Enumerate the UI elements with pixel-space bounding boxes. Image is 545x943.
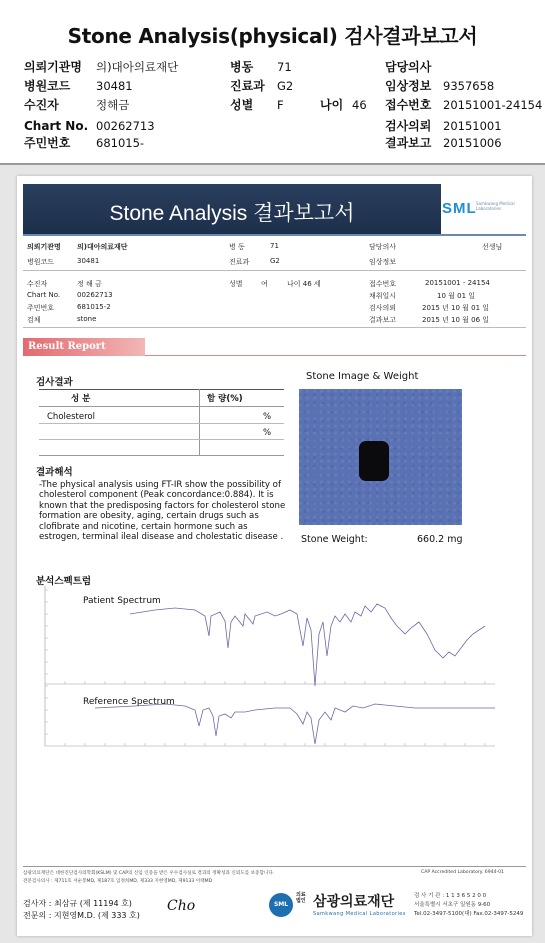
- page-title: Stone Analysis(physical) 검사결과보고서: [67, 24, 478, 48]
- header-value: 의)대아의료재단: [96, 60, 179, 74]
- inner-label-sex: 성별: [229, 280, 243, 288]
- header-value: 71: [277, 60, 292, 74]
- footer-note-accreditation: 삼광의료재단은 대한진단검사의학회(KSLM) 및 CAP의 신임 인증을 받은 우수검사실로 결과의 정확성과 신뢰도를 보증합니다.: [23, 871, 275, 876]
- inner-value-ward: 71: [270, 242, 279, 250]
- header-value: 정해금: [96, 98, 130, 112]
- table-row-line: [39, 439, 284, 440]
- cap-accreditation: CAP Accredited Laboratory. 6944-01: [421, 870, 504, 875]
- inner-label-patient: 수진자: [27, 280, 48, 288]
- header-label: 성별: [230, 98, 254, 112]
- banner-underline: [23, 234, 526, 236]
- spectrum-frame: [45, 586, 495, 746]
- stone-specimen: [359, 441, 389, 481]
- header-label-age: 나이: [320, 98, 344, 112]
- inner-label-hospital-code: 병원코드: [27, 258, 55, 266]
- inner-value-dept: G2: [270, 257, 280, 265]
- header-value: F: [277, 98, 284, 112]
- table-head-content: 함 량(%): [207, 394, 243, 404]
- header-label: Chart No.: [24, 119, 89, 133]
- inner-value-requested: 2015 년 10 월 01 일: [422, 304, 490, 312]
- inner-value-rrn: 681015-2: [77, 303, 111, 311]
- inner-label-reported: 결과보고: [369, 316, 397, 324]
- inner-value-hospital-code: 30481: [77, 257, 100, 265]
- header-label: 검사의뢰: [385, 119, 432, 133]
- inner-value-reported: 2015 년 10 월 06 일: [422, 316, 490, 324]
- header-value-age: 46: [352, 98, 367, 112]
- table-head-line: [39, 406, 284, 407]
- inner-label-requested: 검사의뢰: [369, 304, 397, 312]
- inner-label-collected: 채취일시: [369, 292, 397, 300]
- spectrum-ticks: [45, 590, 485, 746]
- inner-age: 나이 46 세: [287, 280, 321, 288]
- table-row-line: [39, 423, 284, 424]
- patient-spectrum-line: [130, 604, 485, 686]
- header-value: 681015-: [96, 136, 145, 150]
- header-value: 00262713: [96, 119, 155, 133]
- stone-weight-value: 660.2 mg: [417, 534, 463, 545]
- reference-spectrum-label: Reference Spectrum: [83, 697, 175, 707]
- inner-label-dept: 진료과: [229, 258, 250, 266]
- contact-address: 서울특별시 서초구 일원동 9-60: [414, 902, 491, 908]
- spectrum-chart: [35, 586, 505, 751]
- result-report-line: [145, 355, 526, 356]
- inner-row-line: [23, 327, 526, 328]
- foundation-name: 삼광의료재단: [313, 894, 395, 910]
- inner-label-receipt: 접수번호: [369, 280, 397, 288]
- reference-spectrum-line: [95, 704, 495, 744]
- stone-title: Stone Image & Weight: [306, 371, 419, 382]
- scanned-report: [17, 176, 532, 936]
- inner-label-rrn: 주민번호: [27, 304, 55, 312]
- report-banner: [23, 184, 441, 234]
- inner-label-clinical: 임상정보: [369, 258, 397, 266]
- header-value: 20151006: [443, 136, 502, 150]
- table-cell-component: Cholesterol: [47, 412, 95, 422]
- table-bottom-line: [39, 455, 284, 456]
- header-label: 수진자: [24, 98, 59, 112]
- header-label: 의뢰기관명: [24, 60, 82, 74]
- foundation-prefix: 의료 법인: [296, 892, 306, 904]
- sml-logo-text: SML: [442, 200, 477, 217]
- header-label: 병원코드: [24, 79, 71, 93]
- foundation-name-en: Samkwang Medical Laboratories: [313, 911, 406, 917]
- spectrum-title: 분석스펙트럼: [36, 576, 92, 587]
- inner-label-institution: 의뢰기관명: [27, 243, 61, 251]
- header-label: 임상정보: [385, 79, 432, 93]
- inner-value-sex: 여: [261, 280, 268, 288]
- footer-note-specialists: 전문검사의사 : 제711호 서순봉MD, 제187호 임정희MD, 제333 지현영MD, 제9133 이태MD: [23, 879, 213, 884]
- inner-label-specimen: 검체: [27, 316, 41, 324]
- inner-value-institution: 의)대아의료재단: [77, 243, 128, 251]
- header-value: G2: [277, 79, 294, 93]
- table-cell-unit: %: [263, 412, 272, 422]
- header-label: 담당의사: [385, 60, 432, 74]
- header-label: 주민번호: [24, 136, 71, 150]
- report-banner-title: Stone Analysis 결과보고서: [109, 202, 355, 225]
- inner-label-chart: Chart No.: [27, 291, 61, 299]
- footer-line: [23, 866, 526, 867]
- header-value: 30481: [96, 79, 133, 93]
- contact-license: 검 사 기 관 : 1 1 3 6 5 2 0 0: [414, 893, 487, 899]
- foundation-icon: SML: [269, 893, 293, 917]
- inner-value-doctor: 선생님: [482, 243, 503, 251]
- stone-image: [299, 389, 462, 525]
- patient-spectrum-label: Patient Spectrum: [83, 596, 161, 606]
- inner-row-line: [23, 270, 526, 271]
- foundation-logo: [269, 889, 409, 923]
- sml-logo: [442, 198, 524, 228]
- table-col-divider: [199, 389, 200, 455]
- header-value: 20151001-24154: [443, 98, 543, 112]
- header-label: 접수번호: [385, 98, 432, 112]
- examiner: 검사자 : 최삼규 (제 11194 호): [23, 899, 132, 908]
- header-value: 9357658: [443, 79, 495, 93]
- inner-value-specimen: stone: [77, 315, 97, 323]
- inner-value-collected: 10 월 01 일: [437, 292, 476, 300]
- table-top-line: [39, 389, 284, 390]
- result-report-header: Result Report: [23, 338, 145, 356]
- contact-phone: Tel.02-3497-5100(대) Fax.02-3497-5249: [414, 911, 524, 917]
- header-value: 20151001: [443, 119, 502, 133]
- signature: Cho: [167, 898, 196, 914]
- inner-label-ward: 병 동: [229, 243, 245, 251]
- sml-logo-subtitle: Samkwang Medical Laboratories: [476, 201, 515, 211]
- inner-value-chart: 00262713: [77, 291, 113, 299]
- inner-value-receipt: 20151001 - 24154: [425, 279, 490, 287]
- table-head-component: 성 분: [71, 394, 91, 404]
- header-label: 결과보고: [385, 136, 432, 150]
- inner-value-patient: 정 해 금: [77, 280, 102, 288]
- specialist: 전문의 : 지현영M.D. (제 333 호): [23, 911, 140, 920]
- interpretation-title: 결과해석: [36, 467, 73, 478]
- interpretation-text: -The physical analysis using FT-IR show the possibility of cholesterol component (Peak concordance:0.884). It is known that the predisposing factors for cholesterol stone formation are obesity, aging, certain drugs such as clofibrate and nicotine, certain hormone such as estrogen, terminal ileal disease and cholestatic disease .: [39, 480, 286, 543]
- table-cell-unit: %: [263, 428, 272, 438]
- test-result-title: 검사결과: [36, 377, 73, 388]
- header-label: 병동: [230, 60, 254, 74]
- header-label: 진료과: [230, 79, 265, 93]
- inner-label-doctor: 담당의사: [369, 243, 397, 251]
- stone-weight-label: Stone Weight:: [301, 534, 368, 545]
